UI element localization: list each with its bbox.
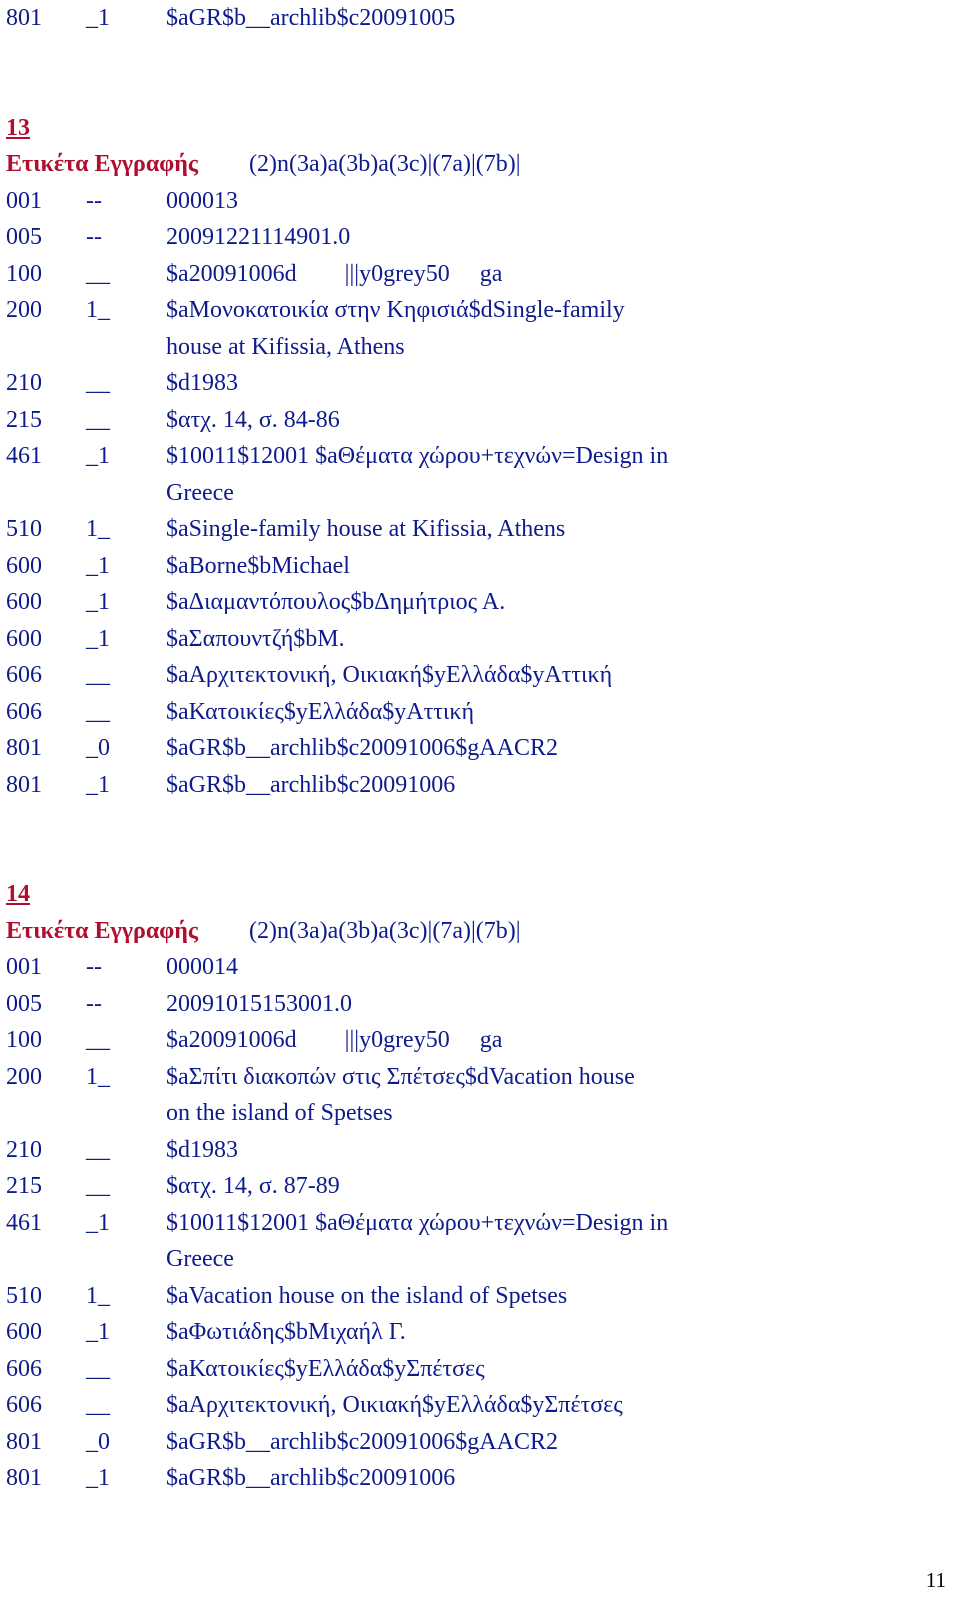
field-indicator: __ [86,1392,110,1418]
field-line [6,949,946,986]
field-value: $aΦωτιάδης$bΜιχαήλ Γ. [166,1319,406,1345]
field-indicator: _1 [86,625,110,652]
field-value: $aGR$b__archlib$c20091006$gAACR2 [166,1428,558,1455]
field-indicator: _1 [86,1319,110,1345]
field-indicator: 1_ [86,1063,110,1090]
field-continuation [6,1095,946,1132]
field-tag: 801 [6,5,42,31]
field-line [6,1424,946,1461]
record-label-value: (2)n(3a)a(3b)a(3c)|(7a)|(7b)| [249,151,521,177]
field-indicator: _0 [86,1428,110,1455]
field-value: $d1983 [166,370,238,396]
field-indicator: _1 [86,1465,110,1491]
field-continuation [6,475,946,512]
field-tag: 600 [6,625,42,652]
field-indicator: _1 [86,5,110,31]
field-indicator: _1 [86,589,110,615]
field-line [6,621,946,658]
field-value: $aSingle-family house at Kifissia, Athens [166,516,566,542]
field-value: $a20091006d |||y0grey50 ga [166,1027,503,1053]
field-value: $aGR$b__archlib$c20091006$gAACR2 [166,735,558,761]
field-value: $aGR$b__archlib$c20091005 [166,5,456,31]
record-number: 14 [6,881,30,907]
field-value: $ατχ. 14, σ. 87-89 [166,1173,340,1199]
field-value: $d1983 [166,1136,238,1163]
field-line [6,0,946,37]
field-value: $aBorne$bMichael [166,552,350,579]
marc-record [6,110,946,804]
record-label-row [6,913,946,950]
field-indicator: -- [86,990,102,1017]
field-line [6,694,946,731]
field-tag: 801 [6,1465,42,1491]
field-tag: 005 [6,990,42,1017]
field-indicator: _0 [86,735,110,761]
field-indicator: __ [86,698,110,725]
field-indicator: 1_ [86,516,110,542]
field-line [6,511,946,548]
field-tag: 606 [6,1392,42,1418]
field-value: $ατχ. 14, σ. 84-86 [166,406,340,433]
field-value: $aΑρχιτεκτονική, Οικιακή$yΕλλάδα$yΣπέτσες [166,1392,623,1418]
field-value: $10011$12001 $aΘέματα χώρου+τεχνών=Design in [166,1209,669,1236]
field-value: $aΔιαμαντόπουλος$bΔημήτριος Α. [166,589,506,615]
record-label-row [6,146,946,183]
field-line [6,256,946,293]
field-line [6,365,946,402]
field-line [6,1205,946,1242]
field-indicator: _1 [86,1209,110,1236]
field-tag: 001 [6,954,42,980]
field-indicator: -- [86,224,102,250]
field-tag: 210 [6,1136,42,1163]
field-indicator: __ [86,1355,110,1382]
field-value: $a20091006d |||y0grey50 ga [166,260,503,287]
field-tag: 600 [6,589,42,615]
field-tag: 200 [6,297,42,323]
field-indicator: __ [86,1027,110,1053]
field-line [6,1351,946,1388]
field-line [6,402,946,439]
field-tag: 215 [6,406,42,433]
field-tag: 801 [6,771,42,798]
field-line [6,1132,946,1169]
marc-record [6,876,946,1497]
field-line [6,1278,946,1315]
field-line [6,292,946,329]
record-gap [6,37,946,110]
document-page [6,0,946,1497]
field-value: house at Kifissia, Athens [166,333,405,360]
record-gap [6,803,946,876]
field-value: $aΜονοκατοικία στην Κηφισιά$dSingle-family [166,297,625,323]
field-value: $aVacation house on the island of Spetses [166,1282,568,1309]
field-tag: 801 [6,735,42,761]
field-tag: 001 [6,187,42,214]
field-line [6,584,946,621]
field-continuation [6,329,946,366]
field-line [6,219,946,256]
field-tag: 200 [6,1063,42,1090]
record-label-title: Ετικέτα Εγγραφής [6,151,198,177]
field-line [6,1022,946,1059]
field-indicator: -- [86,187,102,214]
field-line [6,986,946,1023]
field-tag: 606 [6,1355,42,1382]
field-continuation [6,1241,946,1278]
field-tag: 801 [6,1428,42,1455]
field-indicator: -- [86,954,102,980]
field-line [6,1460,946,1497]
field-tag: 005 [6,224,42,250]
field-tag: 510 [6,1282,42,1309]
field-value: 20091015153001.0 [166,990,352,1017]
page-number: 11 [925,1568,946,1592]
field-indicator: 1_ [86,297,110,323]
field-line [6,1059,946,1096]
field-indicator: 1_ [86,1282,110,1309]
record-label-title: Ετικέτα Εγγραφής [6,917,198,944]
field-value: $aGR$b__archlib$c20091006 [166,1465,456,1491]
field-tag: 210 [6,370,42,396]
field-line [6,657,946,694]
field-value: $aΑρχιτεκτονική, Οικιακή$yΕλλάδα$yΑττική [166,662,613,688]
field-value: 000013 [166,187,238,214]
records-container [6,110,946,1497]
field-indicator: __ [86,662,110,688]
field-value: $aΣαπουντζή$bΜ. [166,625,345,652]
field-tag: 461 [6,1209,42,1236]
field-tag: 600 [6,552,42,579]
field-line [6,1314,946,1351]
field-value: Greece [166,479,234,506]
record-label-value: (2)n(3a)a(3b)a(3c)|(7a)|(7b)| [249,917,521,944]
field-tag: 100 [6,260,42,287]
field-line [6,183,946,220]
field-line [6,767,946,804]
field-tag: 600 [6,1319,42,1345]
field-indicator: __ [86,1136,110,1163]
field-line [6,438,946,475]
field-value: $aΚατοικίες$yΕλλάδα$yΑττική [166,698,475,725]
field-indicator: __ [86,260,110,287]
field-value: $aGR$b__archlib$c20091006 [166,771,456,798]
field-tag: 606 [6,662,42,688]
field-tag: 461 [6,443,42,469]
field-indicator: _1 [86,443,110,469]
field-value: $10011$12001 $aΘέματα χώρου+τεχνών=Design in [166,443,669,469]
field-tag: 215 [6,1173,42,1199]
field-line [6,1168,946,1205]
field-value: 20091221114901.0 [166,224,351,250]
field-indicator: __ [86,406,110,433]
field-tag: 606 [6,698,42,725]
field-line [6,1387,946,1424]
field-indicator: _1 [86,771,110,798]
field-line [6,730,946,767]
field-value: $aΚατοικίες$yΕλλάδα$yΣπέτσες [166,1355,485,1382]
field-value: $aΣπίτι διακοπών στις Σπέτσες$dVacation house [166,1063,635,1090]
field-value: 000014 [166,954,238,980]
field-value: Greece [166,1246,234,1272]
field-tag: 100 [6,1027,42,1053]
field-line [6,548,946,585]
field-indicator: __ [86,370,110,396]
record-number: 13 [6,114,30,141]
field-indicator: _1 [86,552,110,579]
field-tag: 510 [6,516,42,542]
field-value: on the island of Spetses [166,1100,393,1126]
field-indicator: __ [86,1173,110,1199]
